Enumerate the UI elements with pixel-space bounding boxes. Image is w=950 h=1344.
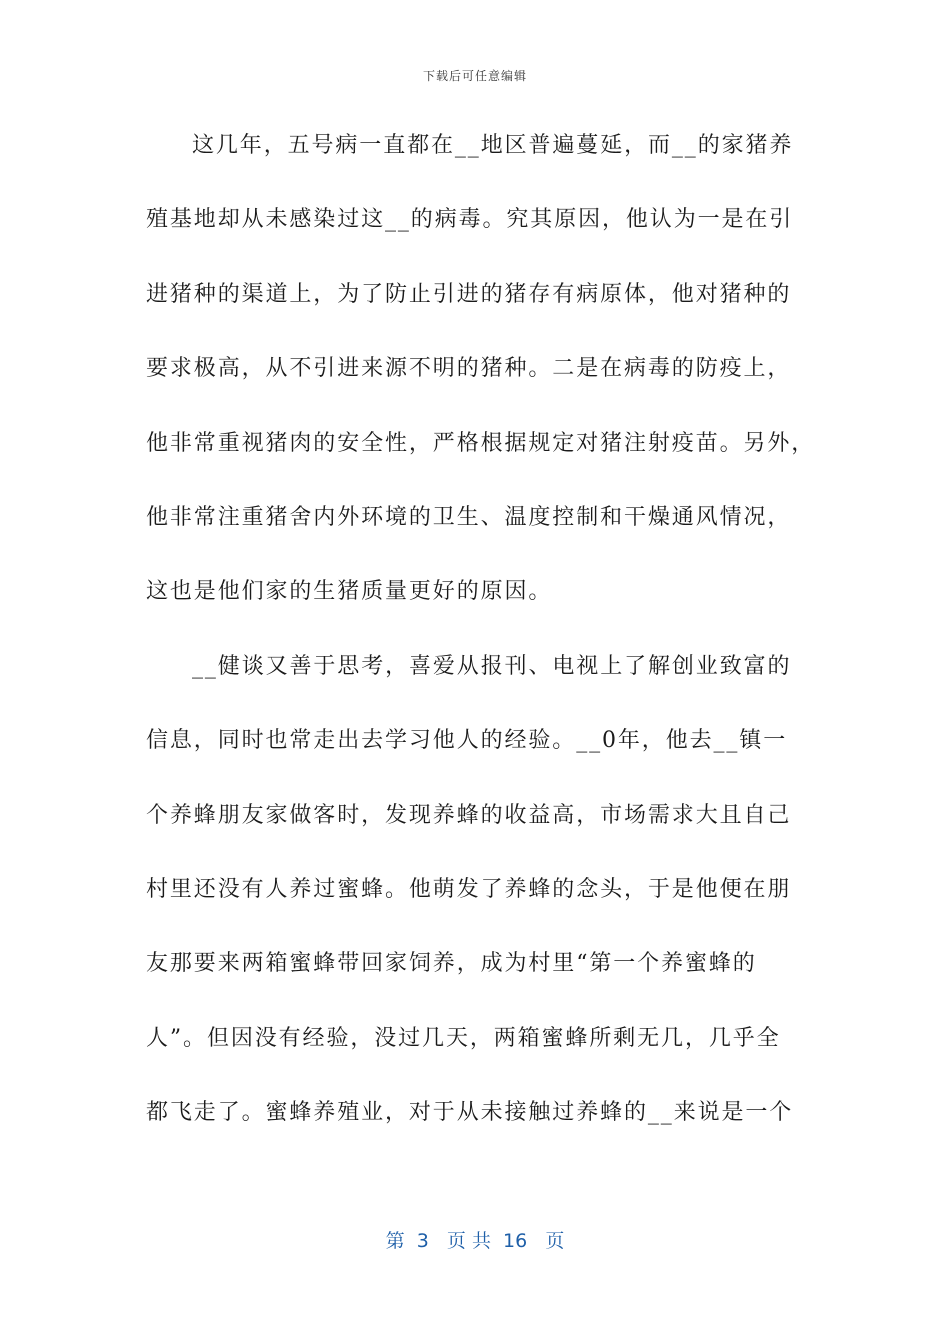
paragraph-1-line-3: 进猪种的渠道上，为了防止引进的猪存有病原体，他对猪种的 (146, 281, 792, 307)
paragraph-2-line-5: 友那要来两箱蜜蜂带回家饲养，成为村里“第一个养蜜蜂的 (146, 951, 757, 977)
page-number-footer: 第 3 页 共 16 页 (385, 1230, 565, 1252)
paragraph-1-line-5: 他非常重视猪肉的安全性，严格根据规定对猪注射疫苗。另外， (146, 430, 816, 456)
page-header-note: 下载后可任意编辑 (422, 69, 527, 83)
paragraph-1-line-7: 这也是他们家的生猪质量更好的原因。 (146, 579, 553, 605)
paragraph-2-line-4: 村里还没有人养过蜜蜂。他萌发了养蜂的念头，于是他便在朋 (146, 876, 792, 902)
paragraph-2-line-3: 个养蜂朋友家做客时，发现养蜂的收益高，市场需求大且自己 (146, 802, 792, 828)
paragraph-1-line-2: 殖基地却从未感染过这__的病毒。究其原因，他认为一是在引 (146, 207, 794, 233)
paragraph-1-line-1: 这几年，五号病一直都在__地区普遍蔓延，而__的家猪养 (192, 133, 794, 158)
paragraph-1-line-6: 他非常注重猪舍内外环境的卫生、温度控制和干燥通风情况， (146, 504, 792, 530)
paragraph-1-line-4: 要求极高，从不引进来源不明的猪种。二是在病毒的防疫上， (146, 356, 792, 382)
document-body (146, 122, 816, 1163)
paragraph-2-line-7: 都飞走了。蜜蜂养殖业，对于从未接触过养蜂的__来说是一个 (146, 1100, 794, 1126)
paragraph-2-line-2: 信息，同时也常走出去学习他人的经验。__0年，他去__镇一 (146, 728, 788, 754)
paragraph-2-line-1: __健谈又善于思考，喜爱从报刊、电视上了解创业致富的 (192, 653, 792, 679)
paragraph-2-line-6: 人”。但因没有经验，没过几天，两箱蜜蜂所剩无几，几乎全 (146, 1025, 781, 1051)
